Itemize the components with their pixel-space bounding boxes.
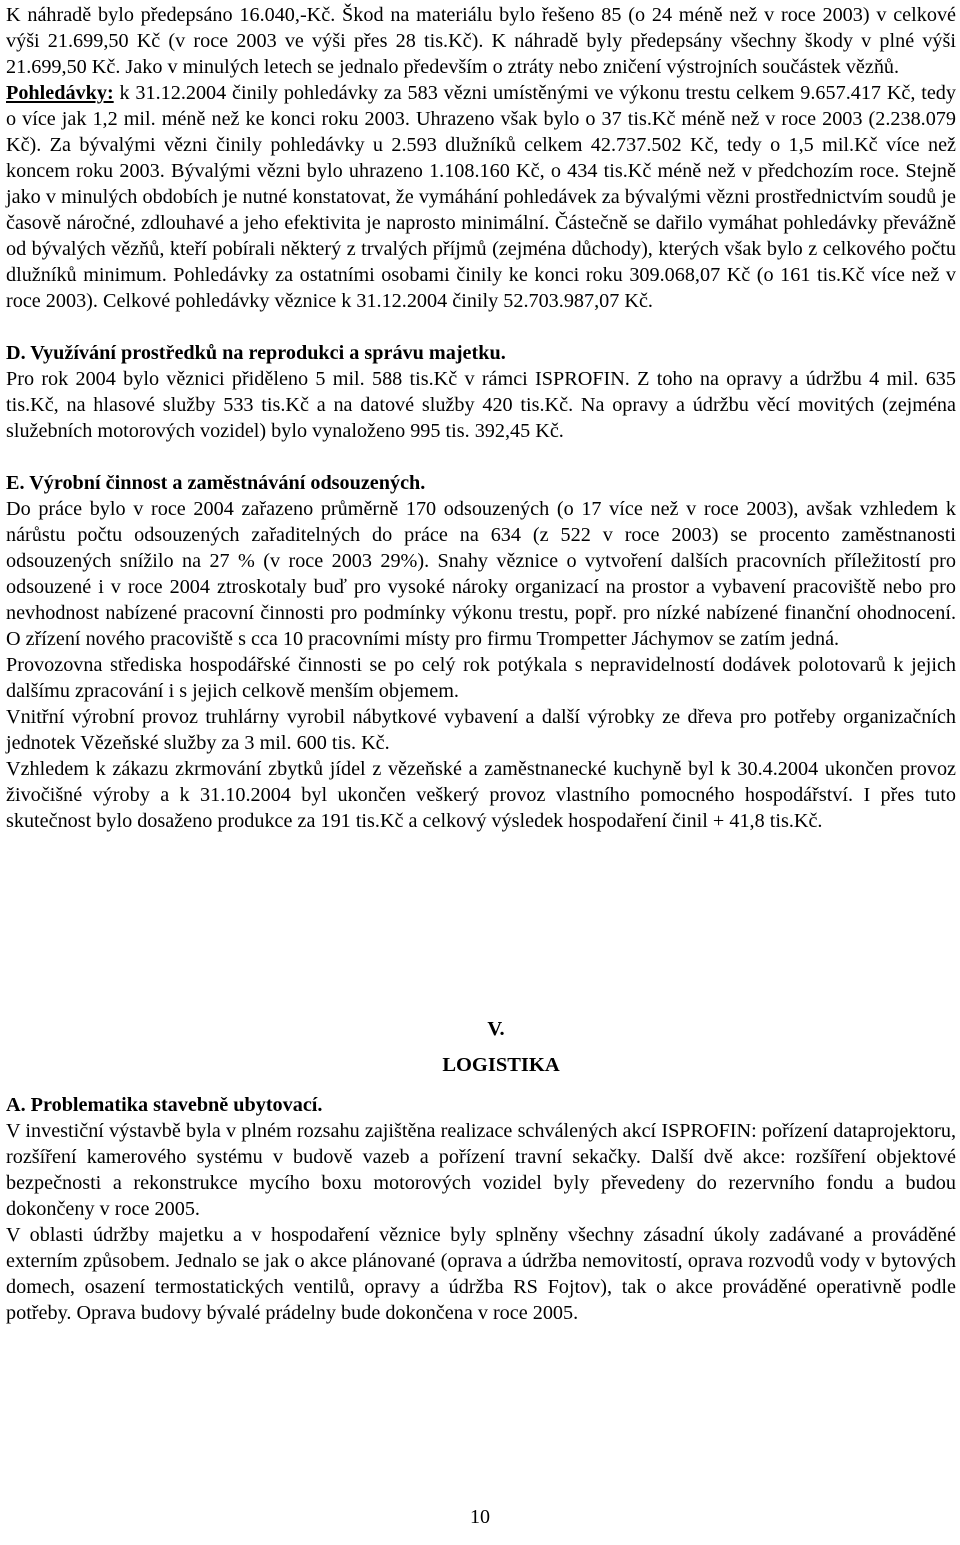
chapter-title: LOGISTIKA	[442, 1054, 560, 1076]
farm-paragraph: Vzhledem k zákazu zkrmování zbytků jídel z vězeňské a zaměstnanecké kuchyně byl k 30.4.2004 ukončen provoz živočišné výroby a k 31.10.2004 byl ukončen veškerý provoz vlastního pomocného hospodářství. I přes tuto skutečnost bylo dosaženo produkce za 191 tis.Kč a celkový výsledek hospodaření činil + 41,8 tis.Kč.	[6, 758, 956, 832]
section-d-heading: D. Využívání prostředků na reprodukci a správu majetku.	[6, 342, 506, 364]
section-a-heading: A. Problematika stavebně ubytovací.	[6, 1094, 323, 1116]
section-d-paragraph: Pro rok 2004 bylo věznici přiděleno 5 mil. 588 tis.Kč v rámci ISPROFIN. Z toho na opravy a údržbu 4 mil. 635 tis.Kč, na hlasové služby 533 tis.Kč a na datové služby 420 tis.Kč. Na opravy a údržbu věcí movitých (zejména služebních motorových vozidel) bylo vynaloženo 995 tis. 392,45 Kč.	[6, 368, 956, 442]
receivables-text: k 31.12.2004 činily pohledávky za 583 vězni umístěnými ve výkonu trestu celkem 9.657.417 Kč, tedy o více jak 1,2 mil. méně než ke konci roku 2003. Uhrazeno však bylo o 37 tis.Kč méně než v roce 2003 (2.238.079 Kč). Za bývalými vězni činily pohledávky u 2.593 dlužníků celkem 42.737.502 Kč, tedy o 1,5 mil.Kč více než koncem roku 2003. Bývalými vězni bylo uhrazeno 1.108.160 Kč, o 434 tis.Kč méně než v předchozím roce. Stejně jako v minulých obdobích je nutné konstatovat, že vymáhání pohledávek za bývalými vězni prostřednictvím soudů je časově náročné, zdlouhavé a jeho efektivita je naprosto minimální. Částečně se dařilo vymáhat pohledávky převážně od bývalých vězňů, kteří pobírali některý z trvalých příjmů (zejména důchody), kterých však bylo z celkového počtu dlužníků minimum. Pohledávky za ostatními osobami činily ke konci roku 309.068,07 Kč (o 161 tis.Kč více než v roce 2003). Celkové pohledávky věznice k 31.12.2004 činily 52.703.987,07 Kč.	[6, 82, 956, 312]
document-page	[6, 2, 956, 1326]
spacer	[6, 444, 956, 470]
maintenance-paragraph: V oblasti údržby majetku a v hospodaření věznice byly splněny všechny zásadní úkoly zadávané a prováděné externím způsobem. Jednalo se jak o akce plánované (oprava a údržba nemovitostí, oprava rozvodů vody v bytových domech, osazení termostatických ventilů, opravy a údržba RS Fojtov), tak o akce prováděné operativně podle potřeby. Oprava budovy bývalé prádelny bude dokončena v roce 2005.	[6, 1224, 956, 1324]
workshop-paragraph: Provozovna střediska hospodářské činnosti se po celý rok potýkala s nepravidelností dodávek polotovarů k jejich dalšímu zpracování i s jejich celkově menším objemem.	[6, 654, 956, 702]
damages-paragraph: K náhradě bylo předepsáno 16.040,-Kč. Škod na materiálu bylo řešeno 85 (o 24 méně než v roce 2003) v celkové výši 21.699,50 Kč (v roce 2003 ve výši přes 28 tis.Kč). K náhradě byly předepsány všechny škody v plné výši 21.699,50 Kč. Jako v minulých letech se jednalo především o ztráty nebo zničení výstrojních součástek vězňů.	[6, 4, 956, 78]
employment-paragraph: Do práce bylo v roce 2004 zařazeno průměrně 170 odsouzených (o 17 více než v roce 2003), avšak vzhledem k nárůstu počtu odsouzených zařaditelných do práce na 634 (z 522 v roce 2003) se procento zaměstnanosti odsouzených snížilo na 27 % (v roce 2003 29%). Snahy věznice o vytvoření dalších pracovních příležitostí pro odsouzené i v roce 2004 ztroskotaly buď pro vysoké nároky organizací na prostor a vybavení pracoviště nebo pro nevhodnost nabízené pracovní činnosti pro podmínky výkonu trestu, popř. pro nízké nabízené finanční ohodnocení. O zřízení nového pracoviště s cca 10 pracovními místy pro firmu Trompetter Jáchymov se zatím jedná.	[6, 498, 956, 650]
page-number: 10	[470, 1506, 490, 1528]
chapter-number: V.	[487, 1018, 505, 1040]
receivables-paragraph	[6, 80, 956, 314]
spacer	[6, 834, 956, 1016]
section-e-heading: E. Výrobní činnost a zaměstnávání odsouzených.	[6, 472, 426, 494]
investment-paragraph: V investiční výstavbě byla v plném rozsahu zajištěna realizace schválených akcí ISPROFIN: pořízení dataprojektoru, rozšíření kamerového systému v budově vazeb a pořízení travní sekačky. Další dvě akce: rozšíření objektové bezpečnosti a rekonstrukce mycího boxu motorových vozidel byly převedeny do rezervního fondu a budou dokončeny v roce 2005.	[6, 1120, 956, 1220]
carpentry-paragraph: Vnitřní výrobní provoz truhlárny vyrobil nábytkové vybavení a další výrobky ze dřeva pro potřeby organizačních jednotek Vězeňské služby za 3 mil. 600 tis. Kč.	[6, 706, 956, 754]
receivables-label: Pohledávky:	[6, 82, 114, 104]
spacer	[6, 314, 956, 340]
